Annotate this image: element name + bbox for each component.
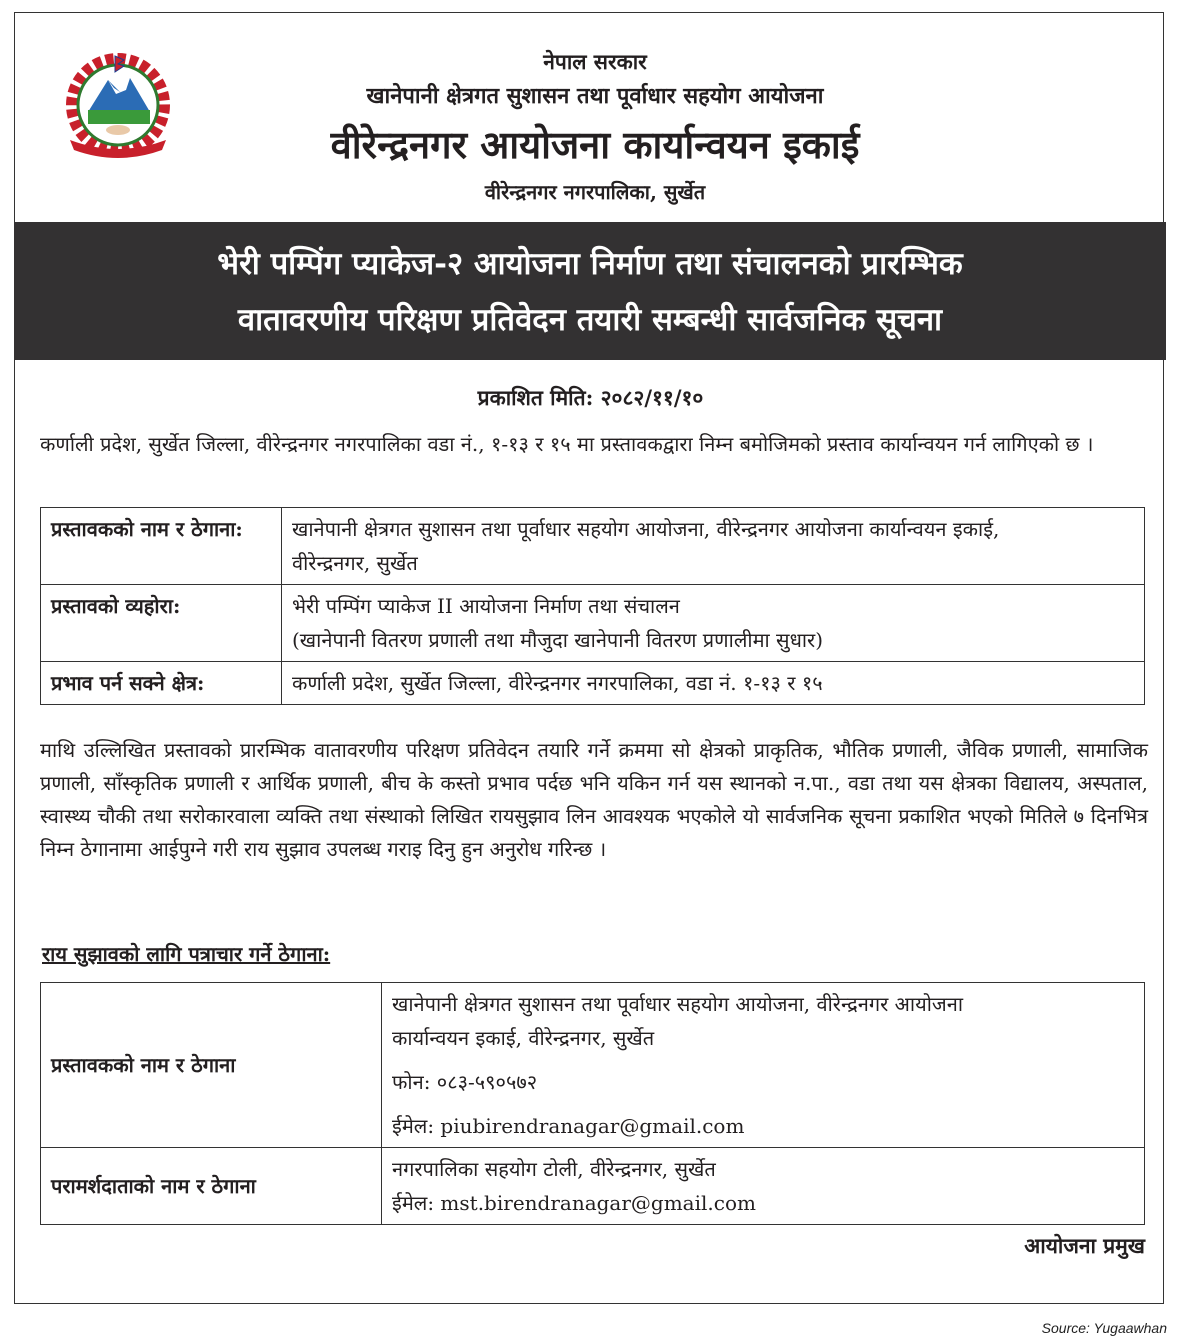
email[interactable]: ईमेल: mst.birendranagar@gmail.com [392, 1191, 756, 1215]
row-key: प्रस्तावकको नाम र ठेगाना [41, 983, 382, 1148]
unit-title: वीरेन्द्रनगर आयोजना कार्यान्वयन इकाई [330, 122, 860, 167]
row-value [382, 1148, 1145, 1225]
row-value [382, 983, 1145, 1148]
contact-table [40, 982, 1145, 1225]
unit-location: वीरेन्द्रनगर नगरपालिका, सुर्खेत [484, 180, 706, 204]
row-value [282, 508, 1145, 585]
proposal-table [40, 507, 1145, 705]
value-line: (खानेपानी वितरण प्रणाली तथा मौजुदा खानेपानी वितरण प्रणालीमा सुधार) [292, 628, 824, 652]
table-row [41, 585, 1145, 662]
row-key: प्रस्तावकको नाम र ठेगाना: [41, 508, 282, 585]
table-row [41, 662, 1145, 705]
value-line: नगरपालिका सहयोग टोली, वीरेन्द्रनगर, सुर्खेत [392, 1157, 716, 1181]
value-line: खानेपानी क्षेत्रगत सुशासन तथा पूर्वाधार सहयोग आयोजना, वीरेन्द्रनगर आयोजना [392, 992, 963, 1016]
row-value [282, 585, 1145, 662]
government-name: नेपाल सरकार [543, 49, 647, 74]
source-credit: Source: Yugaawhan [1041, 1320, 1167, 1336]
published-date: प्रकाशित मिति: २०८२/११/१० [477, 385, 704, 410]
nepal-emblem-logo [58, 50, 178, 160]
table-row [41, 508, 1145, 585]
notice-title-banner [14, 222, 1166, 360]
notice-title-line2: वातावरणीय परिक्षण प्रतिवेदन तयारी सम्बन्धी सार्वजनिक सूचना [237, 302, 943, 338]
signature: आयोजना प्रमुख [1024, 1233, 1145, 1258]
email[interactable]: ईमेल: piubirendranagar@gmail.com [392, 1114, 745, 1138]
row-value: कर्णाली प्रदेश, सुर्खेत जिल्ला, वीरेन्द्रनगर नगरपालिका, वडा नं. १-१३ र १५ [282, 662, 1145, 705]
intro-paragraph: कर्णाली प्रदेश, सुर्खेत जिल्ला, वीरेन्द्रनगर नगरपालिका वडा नं., १-१३ र १५ मा प्रस्तावकद्वारा निम्न बमोजिमको प्रस्ताव कार्यान्वयन गर्न लागिएको छ । [40, 432, 1094, 456]
table-row [41, 1148, 1145, 1225]
notice-title-line1: भेरी पम्पिंग प्याकेज-२ आयोजना निर्माण तथा संचालनको प्रारम्भिक [217, 246, 963, 282]
project-name: खानेपानी क्षेत्रगत सुशासन तथा पूर्वाधार सहयोग आयोजना [366, 83, 824, 109]
body-paragraph: माथि उल्लिखित प्रस्तावको प्रारम्भिक वातावरणीय परिक्षण प्रतिवेदन तयारि गर्ने क्रममा सो क्षेत्रको प्राकृतिक, भौतिक प्रणाली, जैविक प्रणाली, सामाजिक प्रणाली, साँस्कृतिक प्रणाली र आर्थिक प्रणाली, बीच के कस्तो प्रभाव पर्दछ भनि यकिन गर्न यस स्थानको न.पा., वडा तथा यस क्षेत्रका विद्यालय, अस्पताल, स्वास्थ्य चौकी तथा सरोकारवाला व्यक्ति तथा संस्थाको लिखित रायसुझाव लिन आवश्यक भएकोले यो सार्वजनिक सूचना प्रकाशित भएको मितिले ७ दिनभित्र निम्न ठेगानामा आईपुग्ने गरी राय सुझाव उपलब्ध गराइ दिनु हुन अनुरोध गरिन्छ । [40, 738, 1148, 861]
value-line: भेरी पम्पिंग प्याकेज II आयोजना निर्माण तथा संचालन [292, 594, 680, 618]
row-key: परामर्शदाताको नाम र ठेगाना [41, 1148, 382, 1225]
address-heading: राय सुझावको लागि पत्राचार गर्ने ठेगाना: [42, 942, 331, 966]
phone: फोन: ०८३-५९०५७२ [392, 1070, 538, 1094]
row-key: प्रभाव पर्न सक्ने क्षेत्र: [41, 662, 282, 705]
value-line: खानेपानी क्षेत्रगत सुशासन तथा पूर्वाधार सहयोग आयोजना, वीरेन्द्रनगर आयोजना कार्यान्वयन इकाई, [292, 517, 1000, 541]
row-key: प्रस्तावको व्यहोरा: [41, 585, 282, 662]
value-line: वीरेन्द्रनगर, सुर्खेत [292, 551, 418, 575]
value-line: कार्यान्वयन इकाई, वीरेन्द्रनगर, सुर्खेत [392, 1026, 655, 1050]
table-row [41, 983, 1145, 1148]
